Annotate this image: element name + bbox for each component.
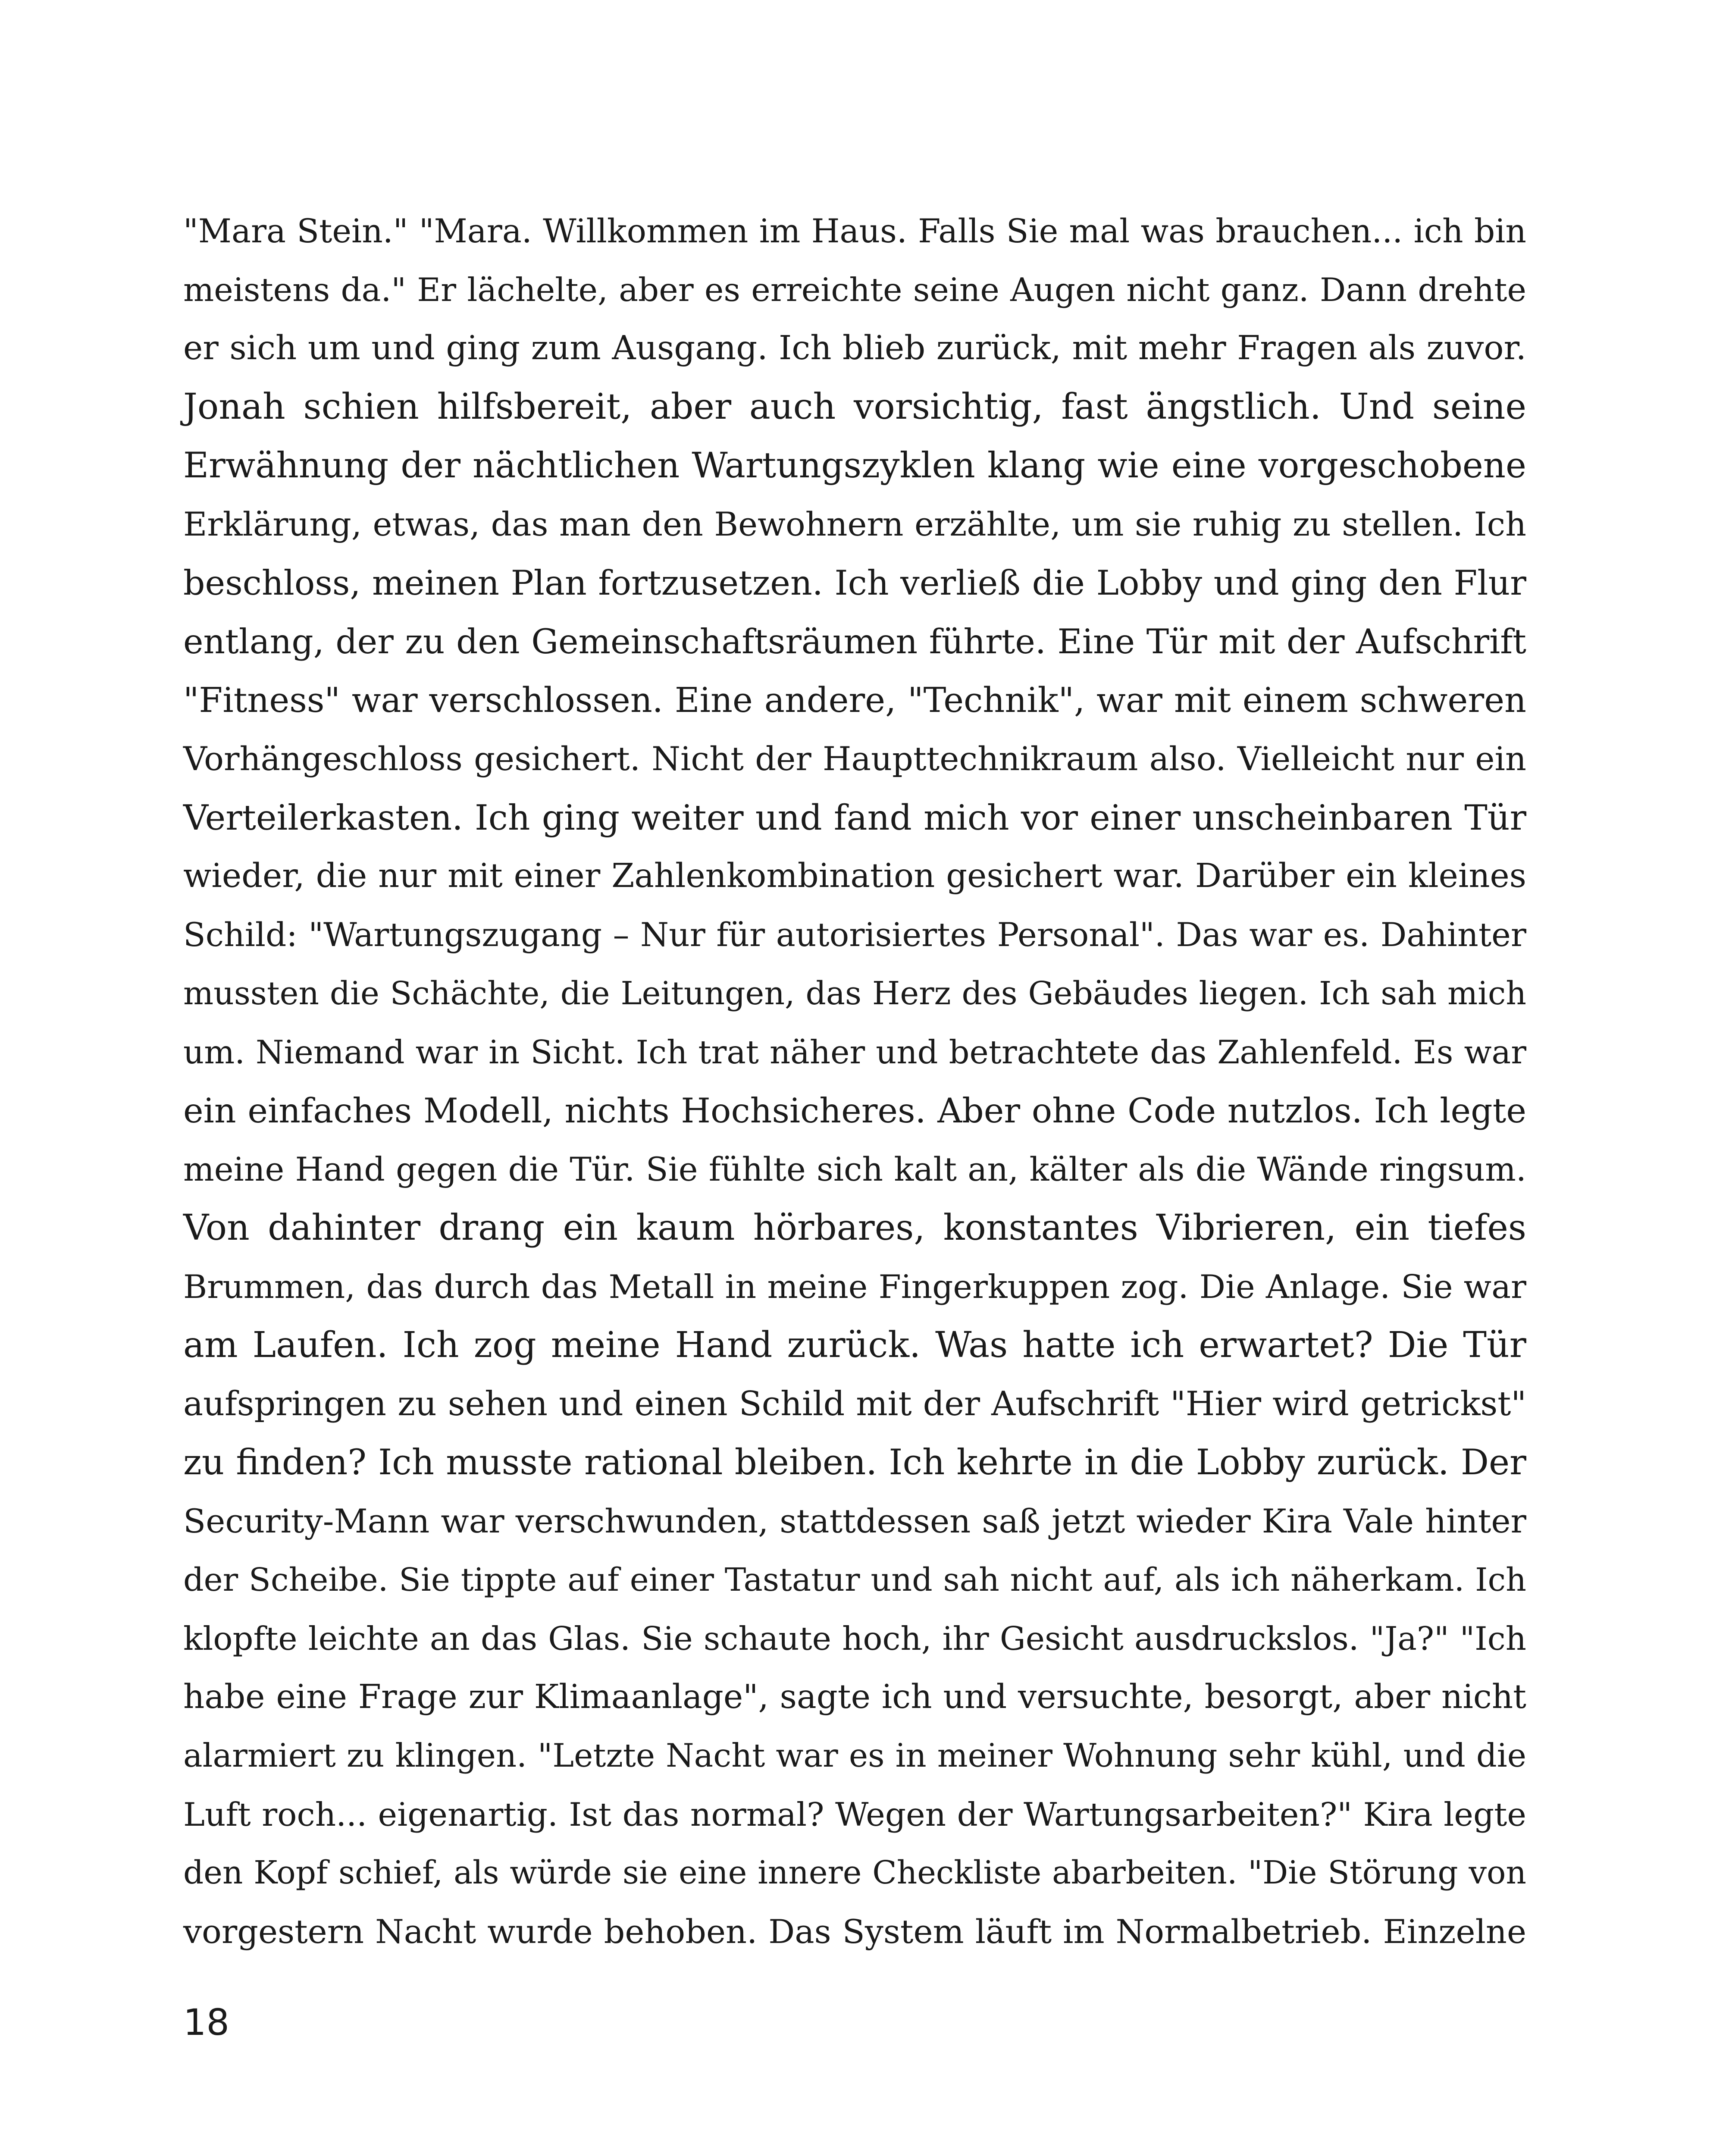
text-line: um. Niemand war in Sicht. Ich trat näher und betrachtete das Zahlenfeld. Es war (183, 1033, 1526, 1071)
text-line: meine Hand gegen die Tür. Sie fühlte sich kalt an, kälter als die Wände ringsum. (183, 1150, 1526, 1188)
text-line: der Scheibe. Sie tippte auf einer Tastatur und sah nicht auf, als ich näherkam. Ich (183, 1561, 1526, 1598)
text-line: Brummen, das durch das Metall in meine Fingerkuppen zog. Die Anlage. Sie war (183, 1268, 1526, 1306)
text-line: meistens da." Er lächelte, aber es erreichte seine Augen nicht ganz. Dann drehte (183, 271, 1526, 309)
text-line: mussten die Schächte, die Leitungen, das Herz des Gebäudes liegen. Ich sah mich (183, 975, 1526, 1012)
text-line: vorgestern Nacht wurde behoben. Das System läuft im Normalbetrieb. Einzelne (183, 1912, 1526, 1951)
text-line: den Kopf schief, als würde sie eine innere Checkliste abarbeiten. "Die Störung von (183, 1855, 1526, 1891)
text-line: klopfte leichte an das Glas. Sie schaute hoch, ihr Gesicht ausdruckslos. "Ja?" "Ich (183, 1620, 1526, 1658)
text-line: "Mara Stein." "Mara. Willkommen im Haus. Falls Sie mal was brauchen... ich bin (183, 212, 1526, 250)
text-line: Erklärung, etwas, das man den Bewohnern erzählte, um sie ruhig zu stellen. Ich (183, 505, 1526, 543)
text-line: Schild: "Wartungszugang – Nur für autorisiertes Personal". Das war es. Dahinter (183, 916, 1526, 954)
text-line: ein einfaches Modell, nichts Hochsicheres. Aber ohne Code nutzlos. Ich legte (183, 1091, 1526, 1131)
text-line: Security-Mann war verschwunden, stattdessen saß jetzt wieder Kira Vale hinter (183, 1502, 1526, 1540)
page-number: 18 (183, 2001, 229, 2043)
text-line: er sich um und ging zum Ausgang. Ich blieb zurück, mit mehr Fragen als zuvor. (183, 329, 1526, 367)
text-line: Verteilerkasten. Ich ging weiter und fand mich vor einer unscheinbaren Tür (183, 797, 1526, 838)
text-line: Von dahinter drang ein kaum hörbares, konstantes Vibrieren, ein tiefes (183, 1207, 1526, 1248)
text-line: Luft roch... eigenartig. Ist das normal? Wegen der Wartungsarbeiten?" Kira legte (183, 1796, 1526, 1833)
text-line: am Laufen. Ich zog meine Hand zurück. Was hatte ich erwartet? Die Tür (183, 1325, 1526, 1366)
text-line: habe eine Frage zur Klimaanlage", sagte ich und versuchte, besorgt, aber nicht (183, 1678, 1526, 1716)
text-line: Vorhängeschloss gesichert. Nicht der Haupttechnikraum also. Vielleicht nur ein (183, 740, 1526, 778)
text-line: entlang, der zu den Gemeinschaftsräumen führte. Eine Tür mit der Aufschrift (183, 622, 1526, 661)
text-line: zu finden? Ich musste rational bleiben. Ich kehrte in die Lobby zurück. Der (183, 1442, 1526, 1483)
text-line: beschloss, meinen Plan fortzusetzen. Ich verließ die Lobby und ging den Flur (183, 563, 1526, 603)
text-line: "Fitness" war verschlossen. Eine andere, "Technik", war mit einem schweren (183, 680, 1526, 720)
text-line: wieder, die nur mit einer Zahlenkombination gesichert war. Darüber ein kleines (183, 857, 1526, 895)
text-line: Erwähnung der nächtlichen Wartungszyklen klang wie eine vorgeschobene (183, 445, 1526, 486)
text-line: aufspringen zu sehen und einen Schild mit der Aufschrift "Hier wird getrickst" (183, 1385, 1526, 1423)
text-line: Jonah schien hilfsbereit, aber auch vorsichtig, fast ängstlich. Und seine (183, 386, 1526, 427)
text-line: alarmiert zu klingen. "Letzte Nacht war es in meiner Wohnung sehr kühl, und die (183, 1737, 1526, 1774)
body-text (183, 202, 1526, 1961)
